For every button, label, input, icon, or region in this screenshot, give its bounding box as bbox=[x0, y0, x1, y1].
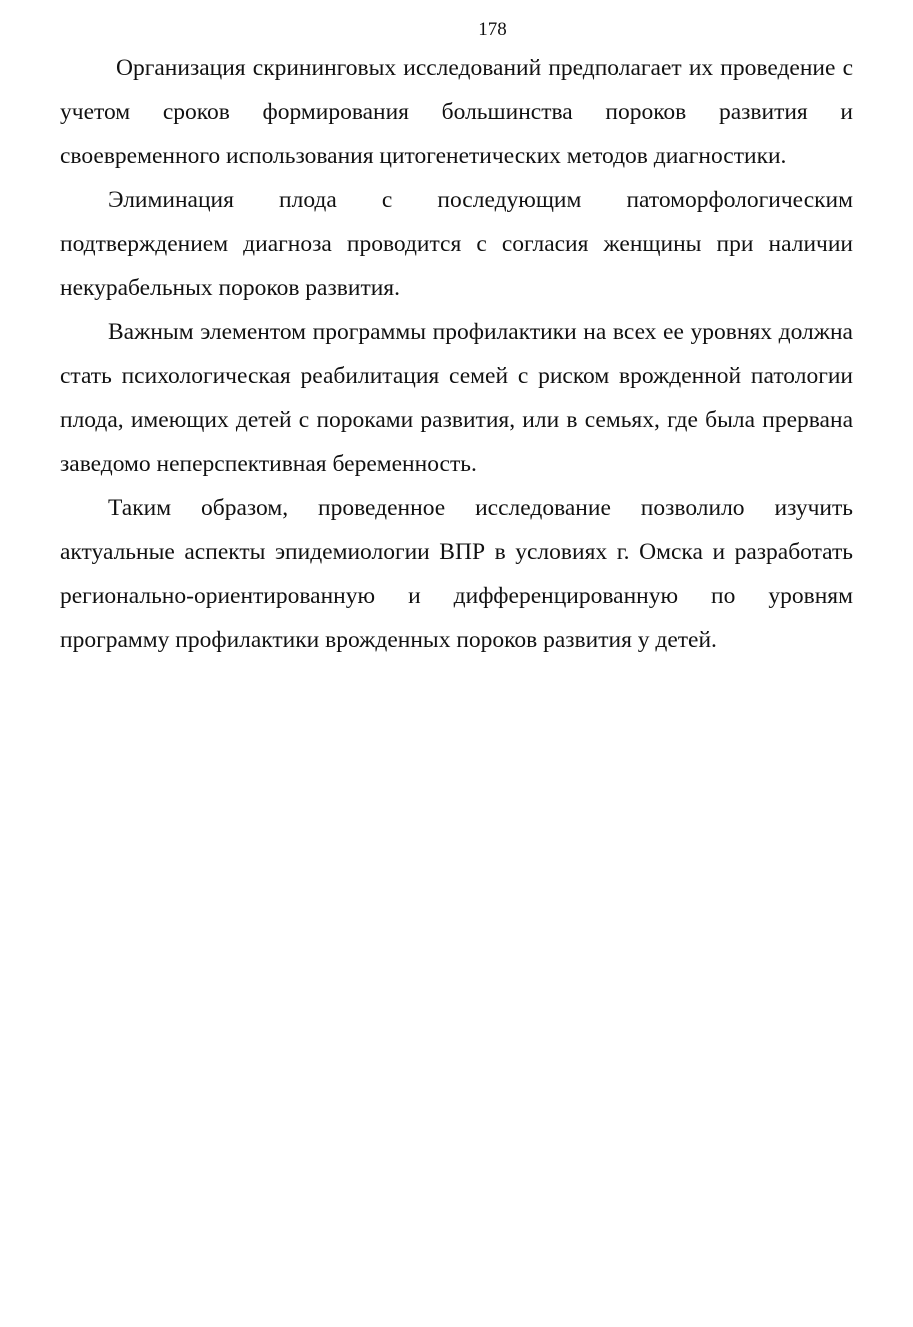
body-text bbox=[60, 46, 853, 662]
paragraph-conclusion: Таким образом, проведенное исследование позволило изучить актуальные аспекты эпидемиологии ВПР в условиях г. Омска и разработать регионально-ориентированную и дифференцированную по уровням программу профилактики врожденных пороков развития у детей. bbox=[60, 495, 853, 653]
paragraph-screening: Организация скрининговых исследований предполагает их проведение с учетом сроков формирования большинства пороков развития и своевременного использования цитогенетических методов диагностики. bbox=[60, 55, 853, 169]
paragraph-elimination: Элиминация плода с последующим патоморфологическим подтверждением диагноза проводится с согласия женщины при наличии некурабельных пороков развития. bbox=[60, 187, 853, 301]
paragraph-rehabilitation: Важным элементом программы профилактики на всех ее уровнях должна стать психологическая реабилитация семей с риском врожденной патологии плода, имеющих детей с пороками развития, или в семьях, где была прервана заведомо неперспективная беременность. bbox=[60, 319, 853, 477]
page-number: 178 bbox=[478, 19, 507, 40]
